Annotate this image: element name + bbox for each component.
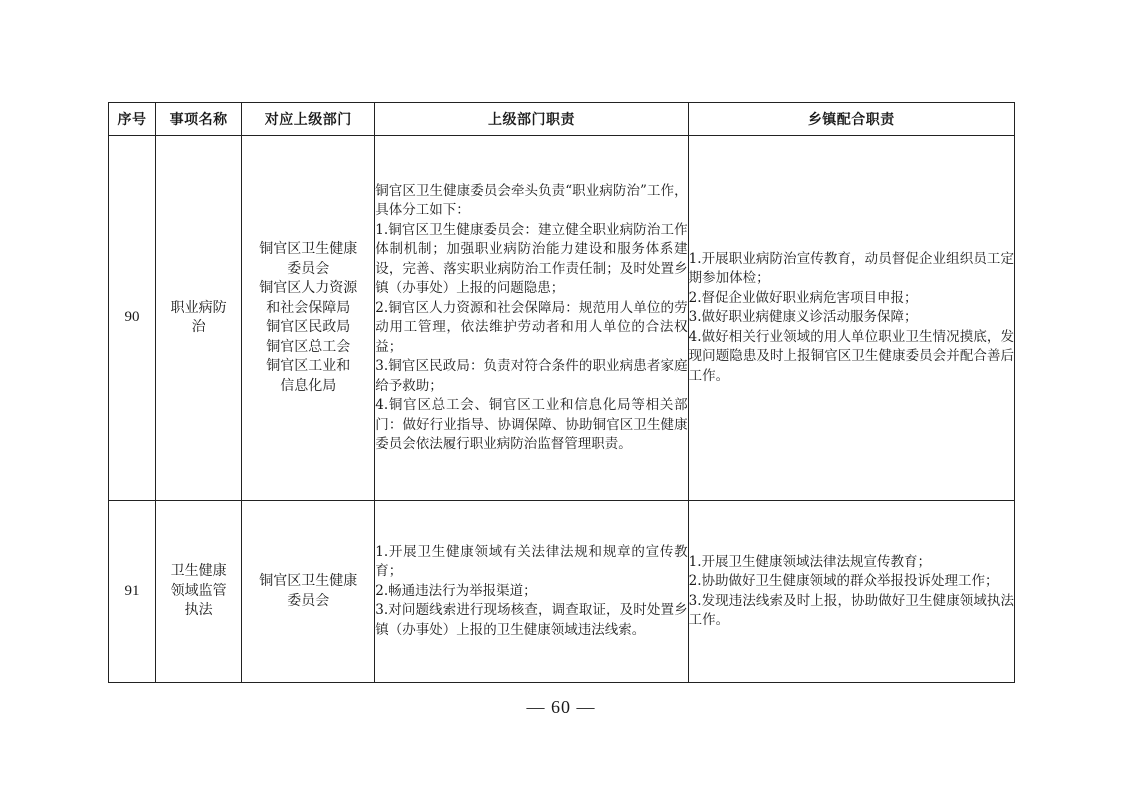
row-number: 90 bbox=[109, 136, 156, 501]
header-no: 序号 bbox=[109, 103, 156, 136]
item-name-line: 治 bbox=[191, 319, 206, 335]
header-town-duty: 乡镇配合职责 bbox=[688, 103, 1014, 136]
duty-paragraph: 2.畅通违法行为举报渠道； bbox=[375, 582, 537, 599]
item-name bbox=[156, 501, 242, 683]
department-list bbox=[242, 501, 375, 683]
department-line: 铜官区卫生健康 bbox=[259, 241, 358, 257]
header-dept: 对应上级部门 bbox=[242, 103, 375, 136]
duty-paragraph: 铜官区卫生健康委员会牵头负责“职业病防治”工作，具体分工如下： bbox=[375, 182, 688, 218]
duty-paragraph: 3.做好职业病健康义诊活动服务保障； bbox=[688, 309, 918, 326]
duty-paragraph: 2.协助做好卫生健康领域的群众举报投诉处理工作； bbox=[688, 573, 999, 589]
item-name-line: 领域监管 bbox=[170, 582, 227, 599]
department-line: 和社会保障局 bbox=[266, 299, 351, 316]
header-upper-duty: 上级部门职责 bbox=[375, 103, 688, 136]
table-header-row bbox=[109, 103, 1015, 136]
duty-table bbox=[108, 102, 1015, 683]
duty-paragraph: 1.开展卫生健康领域有关法律法规和规章的宣传教育； bbox=[375, 543, 688, 580]
department-line: 铜官区总工会 bbox=[266, 338, 351, 355]
table-row bbox=[109, 136, 1015, 501]
duty-paragraph: 3.对问题线索进行现场核查，调查取证，及时处置乡镇（办事处）上报的卫生健康领域违法线索。 bbox=[375, 602, 688, 638]
town-duty-cell bbox=[688, 136, 1014, 501]
upper-duty-cell bbox=[375, 136, 688, 501]
department-list bbox=[242, 136, 375, 501]
duty-paragraph: 4.铜官区总工会、铜官区工业和信息化局等相关部门：做好行业指导、协调保障、协助铜官区卫生健康委员会依法履行职业病防治监督管理职责。 bbox=[375, 397, 688, 452]
town-duty-cell bbox=[688, 501, 1014, 683]
duty-paragraph: 1.铜官区卫生健康委员会：建立健全职业病防治工作体制机制；加强职业病防治能力建设和服务体系建设，完善、落实职业病防治工作责任制；及时处置乡镇（办事处）上报的问题隐患； bbox=[375, 221, 688, 296]
duty-paragraph: 2.铜官区人力资源和社会保障局：规范用人单位的劳动用工管理，依法维护劳动者和用人单位的合法权益； bbox=[375, 299, 688, 355]
table-row bbox=[109, 501, 1015, 683]
duty-paragraph: 4.做好相关行业领域的用人单位职业卫生情况摸底，发现问题隐患及时上报铜官区卫生健康委员会并配合善后工作。 bbox=[688, 328, 1014, 384]
department-line: 铜官区卫生健康 bbox=[259, 573, 358, 589]
department-line: 铜官区人力资源 bbox=[259, 280, 358, 296]
department-line: 委员会 bbox=[287, 592, 330, 609]
duty-paragraph: 1.开展卫生健康领域法律法规宣传教育； bbox=[688, 553, 932, 570]
duty-paragraph: 2.督促企业做好职业病危害项目申报； bbox=[688, 289, 918, 306]
department-line: 信息化局 bbox=[280, 377, 337, 394]
duty-paragraph: 3.铜官区民政局：负责对符合条件的职业病患者家庭给予救助； bbox=[375, 358, 688, 394]
item-name-line: 职业病防 bbox=[170, 299, 227, 316]
item-name bbox=[156, 136, 242, 501]
duty-paragraph: 1.开展职业病防治宣传教育，动员督促企业组织员工定期参加体检； bbox=[688, 250, 1014, 287]
duty-paragraph: 3.发现违法线索及时上报，协助做好卫生健康领域执法工作。 bbox=[688, 592, 1014, 628]
page-number: — 60 — bbox=[526, 697, 596, 717]
department-line: 铜官区民政局 bbox=[266, 319, 351, 335]
item-name-line: 执法 bbox=[184, 602, 213, 619]
item-name-line: 卫生健康 bbox=[170, 563, 227, 580]
header-name: 事项名称 bbox=[156, 103, 242, 136]
upper-duty-cell bbox=[375, 501, 688, 683]
row-number: 91 bbox=[109, 501, 156, 683]
department-line: 委员会 bbox=[287, 260, 330, 277]
department-line: 铜官区工业和 bbox=[266, 358, 351, 374]
